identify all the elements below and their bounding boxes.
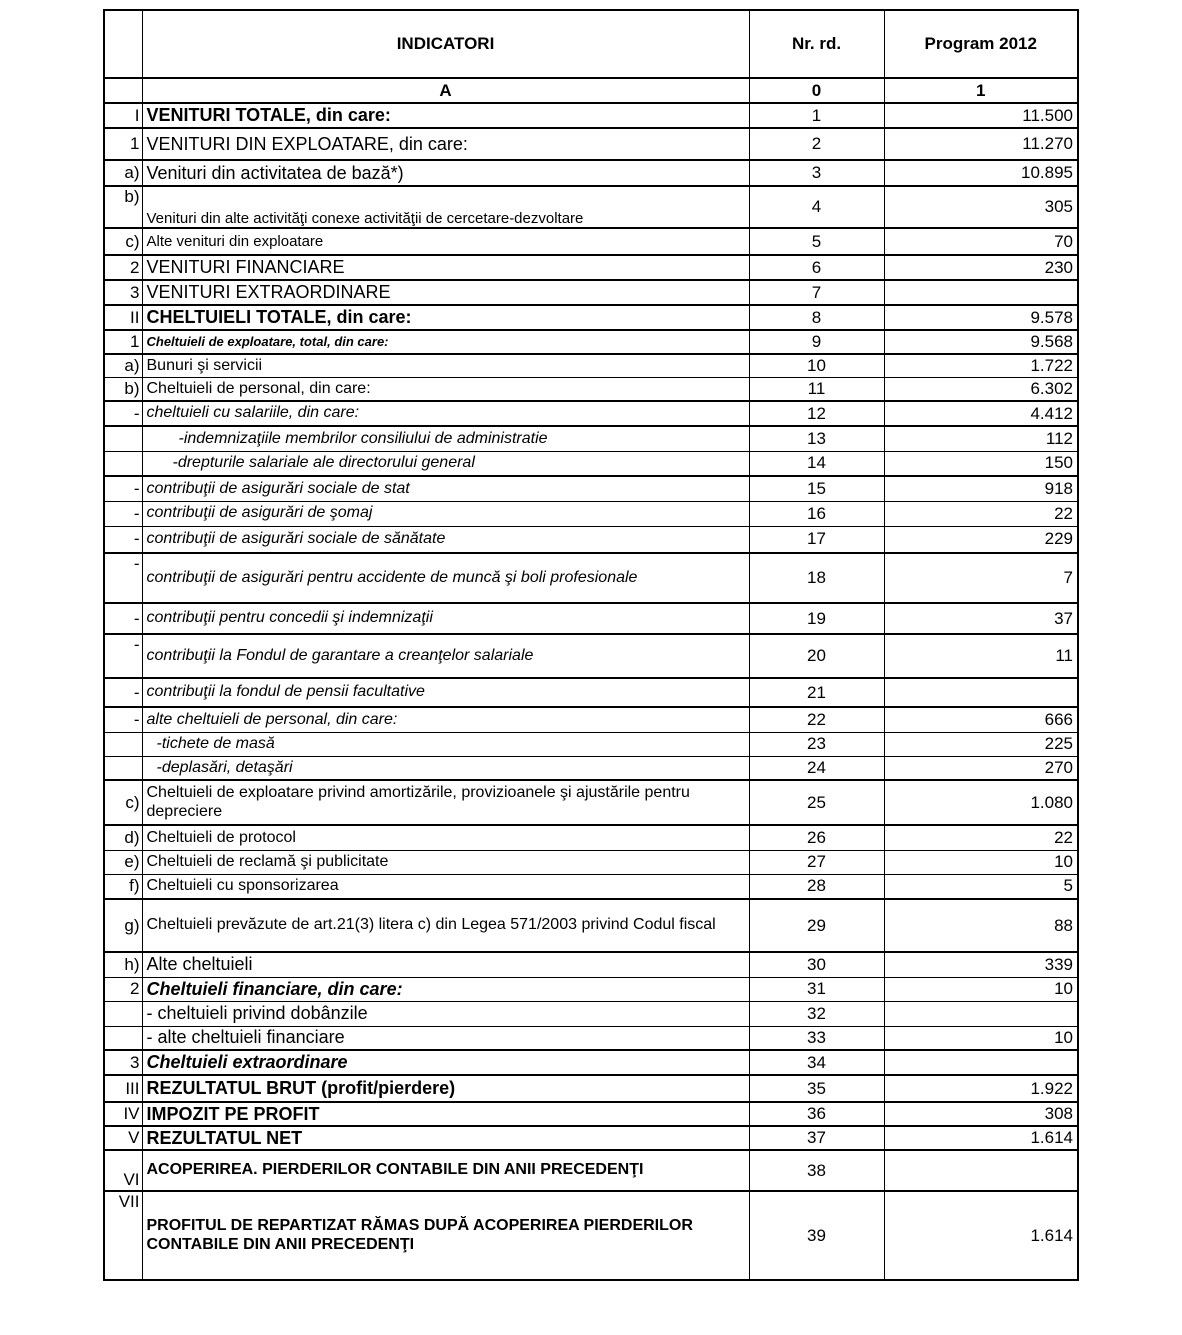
program-value-cell	[884, 678, 1078, 707]
program-value-cell: 10	[884, 850, 1078, 874]
row-number-cell	[104, 426, 142, 451]
row-nr-cell: 39	[749, 1191, 884, 1280]
row-nr-cell: 20	[749, 634, 884, 678]
program-value-cell: 1.922	[884, 1075, 1078, 1102]
table-row	[104, 280, 1078, 305]
row-nr-cell: 35	[749, 1075, 884, 1102]
row-number-cell: 2	[104, 255, 142, 280]
row-nr-cell: 37	[749, 1126, 884, 1150]
table-row	[104, 1075, 1078, 1102]
program-value-cell: 11.270	[884, 128, 1078, 160]
indicator-label-cell: PROFITUL DE REPARTIZAT RĂMAS DUPĂ ACOPERIREA PIERDERILOR CONTABILE DIN ANII PRECEDENŢI	[142, 1191, 749, 1280]
row-nr-cell: 29	[749, 899, 884, 952]
table-row	[104, 1001, 1078, 1026]
program-value-cell	[884, 1001, 1078, 1026]
row-number-cell: VII	[104, 1191, 142, 1280]
table-row	[104, 476, 1078, 501]
row-number-cell: 3	[104, 1050, 142, 1075]
table-row	[104, 952, 1078, 977]
program-value-cell: 112	[884, 426, 1078, 451]
indicator-label-cell: REZULTATUL NET	[142, 1126, 749, 1150]
table-row	[104, 1126, 1078, 1150]
row-number-cell: II	[104, 305, 142, 330]
table-row	[104, 160, 1078, 186]
row-nr-cell: 6	[749, 255, 884, 280]
program-value-cell: 88	[884, 899, 1078, 952]
table-row	[104, 401, 1078, 426]
row-number-cell	[104, 732, 142, 756]
indicator-label-cell: - alte cheltuieli financiare	[142, 1026, 749, 1050]
program-value-cell	[884, 1050, 1078, 1075]
table-row	[104, 255, 1078, 280]
program-value-cell: 11	[884, 634, 1078, 678]
program-value-cell: 1.722	[884, 354, 1078, 377]
indicator-label-cell: -deplasări, detaşări	[142, 756, 749, 780]
indicator-label-cell: Cheltuieli de personal, din care:	[142, 377, 749, 401]
indicator-label-cell: Venituri din activitatea de bază*)	[142, 160, 749, 186]
row-number-cell: -	[104, 401, 142, 426]
indicator-label-cell: Cheltuieli de exploatare, total, din care:	[142, 330, 749, 354]
row-number-cell: b)	[104, 377, 142, 401]
indicator-label-cell: CHELTUIELI TOTALE, din care:	[142, 305, 749, 330]
row-nr-cell: 34	[749, 1050, 884, 1075]
program-value-cell: 150	[884, 451, 1078, 476]
program-value-cell: 9.568	[884, 330, 1078, 354]
row-number-cell: -	[104, 634, 142, 678]
row-nr-cell: 5	[749, 228, 884, 255]
indicator-label-cell: Venituri din alte activităţi conexe activităţii de cercetare-dezvoltare	[142, 186, 749, 228]
row-nr-cell: 25	[749, 780, 884, 825]
row-number-cell	[104, 451, 142, 476]
table-row	[104, 305, 1078, 330]
indicator-label-cell: Cheltuieli financiare, din care:	[142, 977, 749, 1001]
indicator-label-cell: contribuţii pentru concedii şi indemnizaţii	[142, 603, 749, 634]
indicator-label-cell: alte cheltuieli de personal, din care:	[142, 707, 749, 732]
indicator-label-cell: Cheltuieli extraordinare	[142, 1050, 749, 1075]
program-value-cell: 225	[884, 732, 1078, 756]
row-nr-cell: 30	[749, 952, 884, 977]
indicator-label-cell: - cheltuieli privind dobânzile	[142, 1001, 749, 1026]
header-empty-cell	[104, 10, 142, 78]
subheader-1: 1	[884, 78, 1078, 103]
indicator-label-cell: Cheltuieli prevăzute de art.21(3) litera c) din Legea 571/2003 privind Codul fiscal	[142, 899, 749, 952]
row-number-cell: -	[104, 603, 142, 634]
header-nr-rd: Nr. rd.	[749, 10, 884, 78]
row-nr-cell: 10	[749, 354, 884, 377]
table-row	[104, 780, 1078, 825]
row-number-cell: -	[104, 526, 142, 553]
row-nr-cell: 16	[749, 501, 884, 526]
row-nr-cell: 22	[749, 707, 884, 732]
program-value-cell: 7	[884, 553, 1078, 603]
row-nr-cell: 23	[749, 732, 884, 756]
table-row	[104, 128, 1078, 160]
row-number-cell: IV	[104, 1102, 142, 1126]
table-row	[104, 678, 1078, 707]
program-value-cell: 9.578	[884, 305, 1078, 330]
row-nr-cell: 21	[749, 678, 884, 707]
indicator-label-cell: -indemnizaţiile membrilor consiliului de administratie	[142, 426, 749, 451]
indicator-label-cell: -tichete de masă	[142, 732, 749, 756]
row-nr-cell: 19	[749, 603, 884, 634]
header-program-2012: Program 2012	[884, 10, 1078, 78]
row-nr-cell: 11	[749, 377, 884, 401]
row-nr-cell: 2	[749, 128, 884, 160]
table-row	[104, 899, 1078, 952]
indicator-label-cell: cheltuieli cu salariile, din care:	[142, 401, 749, 426]
header-indicatori: INDICATORI	[142, 10, 749, 78]
program-value-cell: 918	[884, 476, 1078, 501]
row-nr-cell: 8	[749, 305, 884, 330]
row-number-cell	[104, 1001, 142, 1026]
table-row	[104, 354, 1078, 377]
table-row	[104, 526, 1078, 553]
program-value-cell: 1.614	[884, 1126, 1078, 1150]
indicator-label-cell: contribuţii la Fondul de garantare a creanţelor salariale	[142, 634, 749, 678]
row-nr-cell: 17	[749, 526, 884, 553]
indicator-label-cell: contribuţii de asigurări pentru accidente de muncă şi boli profesionale	[142, 553, 749, 603]
row-nr-cell: 28	[749, 874, 884, 899]
row-number-cell: III	[104, 1075, 142, 1102]
row-nr-cell: 31	[749, 977, 884, 1001]
table-row	[104, 1191, 1078, 1280]
income-expense-table	[103, 9, 1079, 1281]
program-value-cell: 1.614	[884, 1191, 1078, 1280]
indicator-label-cell: ACOPERIREA. PIERDERILOR CONTABILE DIN ANII PRECEDENŢI	[142, 1150, 749, 1191]
program-value-cell: 339	[884, 952, 1078, 977]
program-value-cell: 37	[884, 603, 1078, 634]
indicator-label-cell: contribuţii de asigurări sociale de stat	[142, 476, 749, 501]
row-number-cell: d)	[104, 825, 142, 850]
table-row	[104, 501, 1078, 526]
table-row	[104, 186, 1078, 228]
row-nr-cell: 15	[749, 476, 884, 501]
row-number-cell: c)	[104, 780, 142, 825]
indicator-label-cell: contribuţii la fondul de pensii facultative	[142, 678, 749, 707]
program-value-cell: 10	[884, 977, 1078, 1001]
table-row	[104, 1050, 1078, 1075]
table-row	[104, 603, 1078, 634]
program-value-cell: 4.412	[884, 401, 1078, 426]
program-value-cell: 6.302	[884, 377, 1078, 401]
indicator-label-cell: Cheltuieli de protocol	[142, 825, 749, 850]
row-number-cell: a)	[104, 160, 142, 186]
table-row	[104, 850, 1078, 874]
row-nr-cell: 7	[749, 280, 884, 305]
indicator-label-cell: Cheltuieli cu sponsorizarea	[142, 874, 749, 899]
indicator-label-cell: VENITURI EXTRAORDINARE	[142, 280, 749, 305]
indicator-label-cell: VENITURI DIN EXPLOATARE, din care:	[142, 128, 749, 160]
row-nr-cell: 18	[749, 553, 884, 603]
indicator-label-cell: Alte venituri din exploatare	[142, 228, 749, 255]
program-value-cell: 22	[884, 501, 1078, 526]
row-nr-cell: 3	[749, 160, 884, 186]
row-number-cell: f)	[104, 874, 142, 899]
indicator-label-cell: Cheltuieli de exploatare privind amortizările, provizioanele şi ajustările pentru depreciere	[142, 780, 749, 825]
table-row	[104, 426, 1078, 451]
row-number-cell: -	[104, 553, 142, 603]
program-value-cell: 1.080	[884, 780, 1078, 825]
table-row	[104, 228, 1078, 255]
program-value-cell	[884, 280, 1078, 305]
row-number-cell: a)	[104, 354, 142, 377]
program-value-cell: 305	[884, 186, 1078, 228]
program-value-cell: 666	[884, 707, 1078, 732]
program-value-cell: 270	[884, 756, 1078, 780]
indicator-label-cell: REZULTATUL BRUT (profit/pierdere)	[142, 1075, 749, 1102]
indicator-label-cell: VENITURI TOTALE, din care:	[142, 103, 749, 128]
indicator-label-cell: contribuţii de asigurări sociale de sănătate	[142, 526, 749, 553]
row-number-cell: -	[104, 501, 142, 526]
program-value-cell: 229	[884, 526, 1078, 553]
row-nr-cell: 24	[749, 756, 884, 780]
financial-table-container	[103, 9, 1077, 1281]
table-row	[104, 707, 1078, 732]
table-row	[104, 451, 1078, 476]
row-number-cell	[104, 756, 142, 780]
program-value-cell: 230	[884, 255, 1078, 280]
row-number-cell: 1	[104, 128, 142, 160]
indicator-label-cell: IMPOZIT PE PROFIT	[142, 1102, 749, 1126]
row-number-cell: -	[104, 476, 142, 501]
program-value-cell: 70	[884, 228, 1078, 255]
row-nr-cell: 1	[749, 103, 884, 128]
row-number-cell: 2	[104, 977, 142, 1001]
row-number-cell: -	[104, 707, 142, 732]
row-number-cell: c)	[104, 228, 142, 255]
table-row	[104, 330, 1078, 354]
row-number-cell: -	[104, 678, 142, 707]
table-row	[104, 1150, 1078, 1191]
row-number-cell: e)	[104, 850, 142, 874]
row-nr-cell: 38	[749, 1150, 884, 1191]
table-row	[104, 874, 1078, 899]
row-nr-cell: 27	[749, 850, 884, 874]
program-value-cell: 5	[884, 874, 1078, 899]
row-nr-cell: 9	[749, 330, 884, 354]
indicator-label-cell: -drepturile salariale ale directorului general	[142, 451, 749, 476]
row-nr-cell: 4	[749, 186, 884, 228]
program-value-cell: 308	[884, 1102, 1078, 1126]
row-nr-cell: 33	[749, 1026, 884, 1050]
header-row	[104, 10, 1078, 78]
row-number-cell: 3	[104, 280, 142, 305]
program-value-cell: 22	[884, 825, 1078, 850]
indicator-label-cell: Bunuri şi servicii	[142, 354, 749, 377]
table-row	[104, 103, 1078, 128]
indicator-label-cell: contribuţii de asigurări de şomaj	[142, 501, 749, 526]
indicator-label-cell: Cheltuieli de reclamă şi publicitate	[142, 850, 749, 874]
table-row	[104, 553, 1078, 603]
indicator-label-cell: VENITURI FINANCIARE	[142, 255, 749, 280]
row-number-cell: 1	[104, 330, 142, 354]
subheader-a: A	[142, 78, 749, 103]
row-nr-cell: 12	[749, 401, 884, 426]
row-number-cell: h)	[104, 952, 142, 977]
program-value-cell: 10.895	[884, 160, 1078, 186]
row-number-cell: VI	[104, 1150, 142, 1191]
subheader-empty-cell	[104, 78, 142, 103]
table-row	[104, 377, 1078, 401]
row-number-cell: I	[104, 103, 142, 128]
row-nr-cell: 32	[749, 1001, 884, 1026]
table-row	[104, 977, 1078, 1001]
row-nr-cell: 14	[749, 451, 884, 476]
subheader-0: 0	[749, 78, 884, 103]
table-row	[104, 1102, 1078, 1126]
row-nr-cell: 36	[749, 1102, 884, 1126]
table-row	[104, 1026, 1078, 1050]
row-nr-cell: 26	[749, 825, 884, 850]
program-value-cell: 10	[884, 1026, 1078, 1050]
indicator-label-cell: Alte cheltuieli	[142, 952, 749, 977]
row-nr-cell: 13	[749, 426, 884, 451]
subheader-row	[104, 78, 1078, 103]
row-number-cell: b)	[104, 186, 142, 228]
program-value-cell: 11.500	[884, 103, 1078, 128]
row-number-cell: V	[104, 1126, 142, 1150]
table-row	[104, 732, 1078, 756]
table-row	[104, 756, 1078, 780]
row-number-cell: g)	[104, 899, 142, 952]
table-row	[104, 634, 1078, 678]
program-value-cell	[884, 1150, 1078, 1191]
table-row	[104, 825, 1078, 850]
row-number-cell	[104, 1026, 142, 1050]
